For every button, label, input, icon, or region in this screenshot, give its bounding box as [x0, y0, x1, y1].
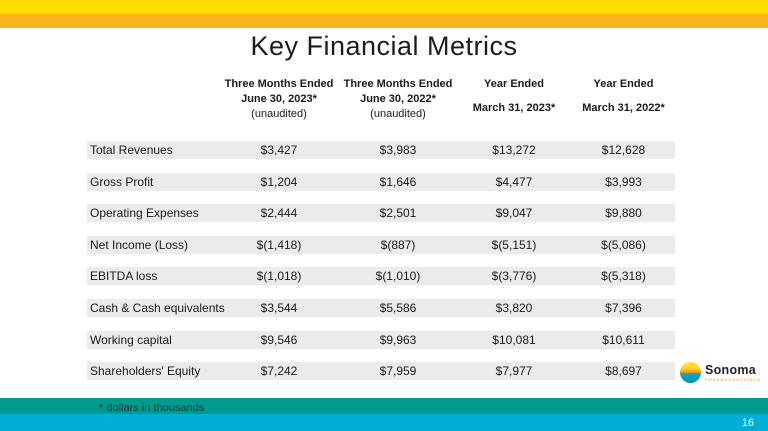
sonoma-logo-subtext: PHARMACEUTICALS [704, 376, 761, 382]
cell-value: $(1,018) [256, 269, 302, 284]
cell-value: $13,272 [492, 143, 536, 157]
bottom-accent-band [0, 414, 768, 431]
cell-value: $7,396 [605, 300, 642, 315]
cell-value: $8,697 [605, 364, 642, 379]
table-row-gross-profit [87, 173, 675, 191]
row-label: Working capital [90, 332, 172, 347]
table-row-total-revenues [87, 141, 675, 159]
financial-metrics-table [87, 77, 675, 394]
cell-value: $1,204 [260, 174, 298, 189]
cell-value: $1,646 [379, 174, 417, 189]
row-label: Total Revenues [90, 143, 173, 157]
sonoma-logo-text [705, 364, 761, 382]
cell-value: $9,880 [605, 206, 642, 221]
row-label: EBITDA loss [90, 269, 158, 284]
table-row-ebitda-loss [87, 267, 675, 285]
table-row-net-income-loss [87, 236, 675, 254]
row-label: Cash & Cash equivalents [90, 300, 225, 315]
cell-value: $3,983 [379, 143, 417, 157]
cell-value: $9,546 [260, 332, 298, 347]
table-row-working-capital [87, 331, 675, 349]
column-header-line: March 31, 2022* [582, 102, 665, 114]
column-header-line: Three Months Ended [224, 78, 334, 90]
column-header-fy-2022 [572, 77, 675, 123]
column-header-line: June 30, 2022* [360, 93, 436, 105]
page-number: 16 [741, 417, 754, 429]
column-header-3mo-2022 [340, 77, 456, 123]
cell-value: $(3,776) [491, 269, 537, 284]
table-row-shareholders-equity [87, 362, 675, 380]
cell-value: $3,993 [605, 174, 642, 189]
cell-value: $(887) [380, 237, 416, 252]
column-header-line: March 31, 2023* [472, 102, 556, 114]
table-header-row [87, 77, 675, 123]
column-header-unaudited: (unaudited) [251, 108, 307, 120]
table-row-cash-equivalents [87, 299, 675, 317]
cell-value: $7,977 [495, 364, 533, 379]
column-header-line: Three Months Ended [343, 78, 453, 90]
sonoma-logo [680, 362, 761, 383]
cell-value: $9,047 [495, 206, 533, 221]
table-header-spacer [87, 77, 218, 123]
cell-value: $(5,086) [601, 237, 646, 252]
footnote-band [0, 398, 768, 414]
cell-value: $(1,010) [375, 269, 421, 284]
cell-value: $12,628 [601, 143, 646, 157]
column-header-3mo-2023 [218, 77, 340, 123]
column-header-fy-2023 [456, 77, 572, 123]
row-label: Operating Expenses [90, 206, 199, 221]
column-header-line: Year Ended [593, 78, 654, 90]
cell-value: $5,586 [379, 300, 417, 315]
column-header-unaudited: (unaudited) [370, 108, 426, 120]
top-accent-bar-orange [0, 14, 768, 28]
top-accent-bar-yellow [0, 0, 768, 14]
cell-value: $7,242 [260, 364, 298, 379]
cell-value: $3,820 [495, 300, 533, 315]
cell-value: $3,544 [260, 300, 298, 315]
sonoma-sun-icon [680, 362, 701, 383]
row-label: Shareholders' Equity [90, 364, 201, 379]
table-row-operating-expenses [87, 204, 675, 222]
page-title: Key Financial Metrics [250, 31, 518, 61]
footnote-text: * dollars in thousands [99, 402, 205, 414]
cell-value: $(5,151) [491, 237, 537, 252]
cell-value: $(5,318) [601, 269, 646, 284]
cell-value: $10,081 [492, 332, 536, 347]
table-body [87, 141, 675, 380]
cell-value: $4,477 [495, 174, 533, 189]
cell-value: $10,611 [602, 332, 645, 347]
row-label: Net Income (Loss) [90, 237, 189, 252]
cell-value: $9,963 [379, 332, 417, 347]
cell-value: $3,427 [260, 143, 298, 157]
column-header-line: June 30, 2023* [241, 93, 317, 105]
row-label: Gross Profit [90, 174, 154, 189]
cell-value: $(1,418) [256, 237, 302, 252]
sonoma-logo-name: Sonoma [704, 362, 757, 377]
cell-value: $2,501 [379, 206, 417, 221]
cell-value: $7,959 [379, 364, 417, 379]
cell-value: $2,444 [260, 206, 298, 221]
column-header-line: Year Ended [484, 78, 544, 90]
